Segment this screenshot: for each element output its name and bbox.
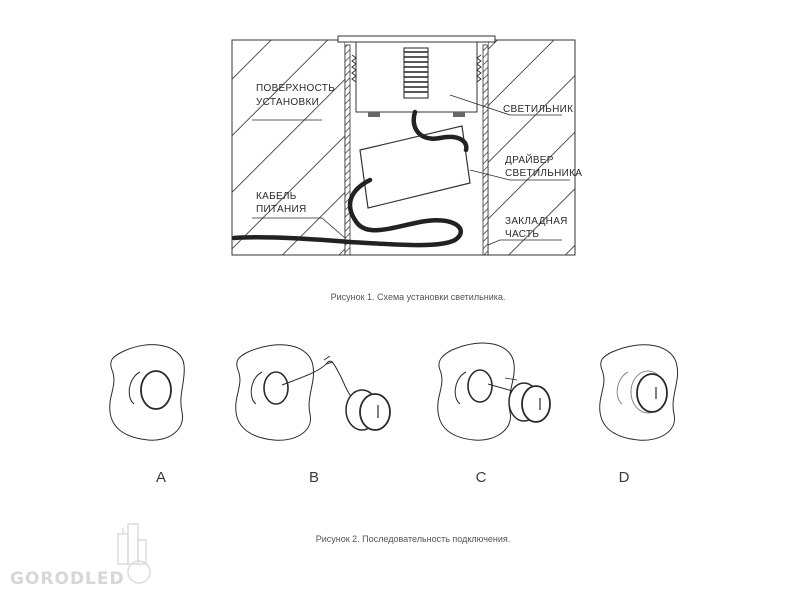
- label-cable-line1: КАБЕЛЬ: [256, 191, 297, 202]
- watermark-text: GORODLED: [10, 569, 125, 589]
- installation-scheme: [232, 36, 582, 302]
- label-driver-line2: СВЕТИЛЬНИКА: [505, 168, 583, 179]
- step-d-opening: [617, 372, 628, 404]
- step-c-socket: [468, 370, 492, 402]
- gorodled-watermark: [10, 524, 150, 589]
- step-a-lamp-face: [141, 371, 171, 409]
- label-cable-line2: ПИТАНИЯ: [256, 204, 307, 215]
- step-letter-c: C: [475, 469, 487, 486]
- step-c-lamp-front: [522, 386, 550, 422]
- mounting-sleeve-right: [483, 45, 488, 255]
- mounting-sleeve-left: [345, 45, 350, 255]
- figure2-caption: Рисунок 2. Последовательность подключения.: [315, 534, 511, 544]
- step-c-illustration: [438, 343, 550, 440]
- step-b-lamp-front: [360, 394, 390, 430]
- label-driver-line1: ДРАЙВЕР: [505, 155, 554, 166]
- figure1-caption: Рисунок 1. Схема установки светильника.: [330, 292, 506, 302]
- city-skyline-icon: [118, 524, 146, 564]
- label-surface-line1: ПОВЕРХНОСТЬ: [256, 83, 336, 94]
- lamp-body: [352, 42, 481, 117]
- label-mount-line2: ЧАСТЬ: [505, 229, 540, 240]
- label-mount-line1: ЗАКЛАДНАЯ: [505, 216, 568, 227]
- step-letter-a: A: [155, 469, 167, 486]
- label-surface-line2: УСТАНОВКИ: [256, 97, 320, 108]
- lamp-flange: [338, 36, 495, 42]
- step-a-illustration: [110, 345, 185, 441]
- step-d-lamp-face: [637, 374, 667, 412]
- step-letter-b: B: [308, 469, 320, 486]
- step-c-opening: [455, 372, 466, 404]
- step-b-wire: [282, 361, 356, 402]
- step-b-socket: [264, 372, 288, 404]
- step-b-illustration: [236, 345, 390, 441]
- step-a-opening: [129, 372, 140, 404]
- step-letter-d: D: [618, 469, 630, 486]
- step-d-illustration: [600, 345, 678, 441]
- step-b-opening: [251, 372, 262, 404]
- connection-sequence: [110, 343, 678, 544]
- label-lamp: СВЕТИЛЬНИК: [503, 104, 574, 115]
